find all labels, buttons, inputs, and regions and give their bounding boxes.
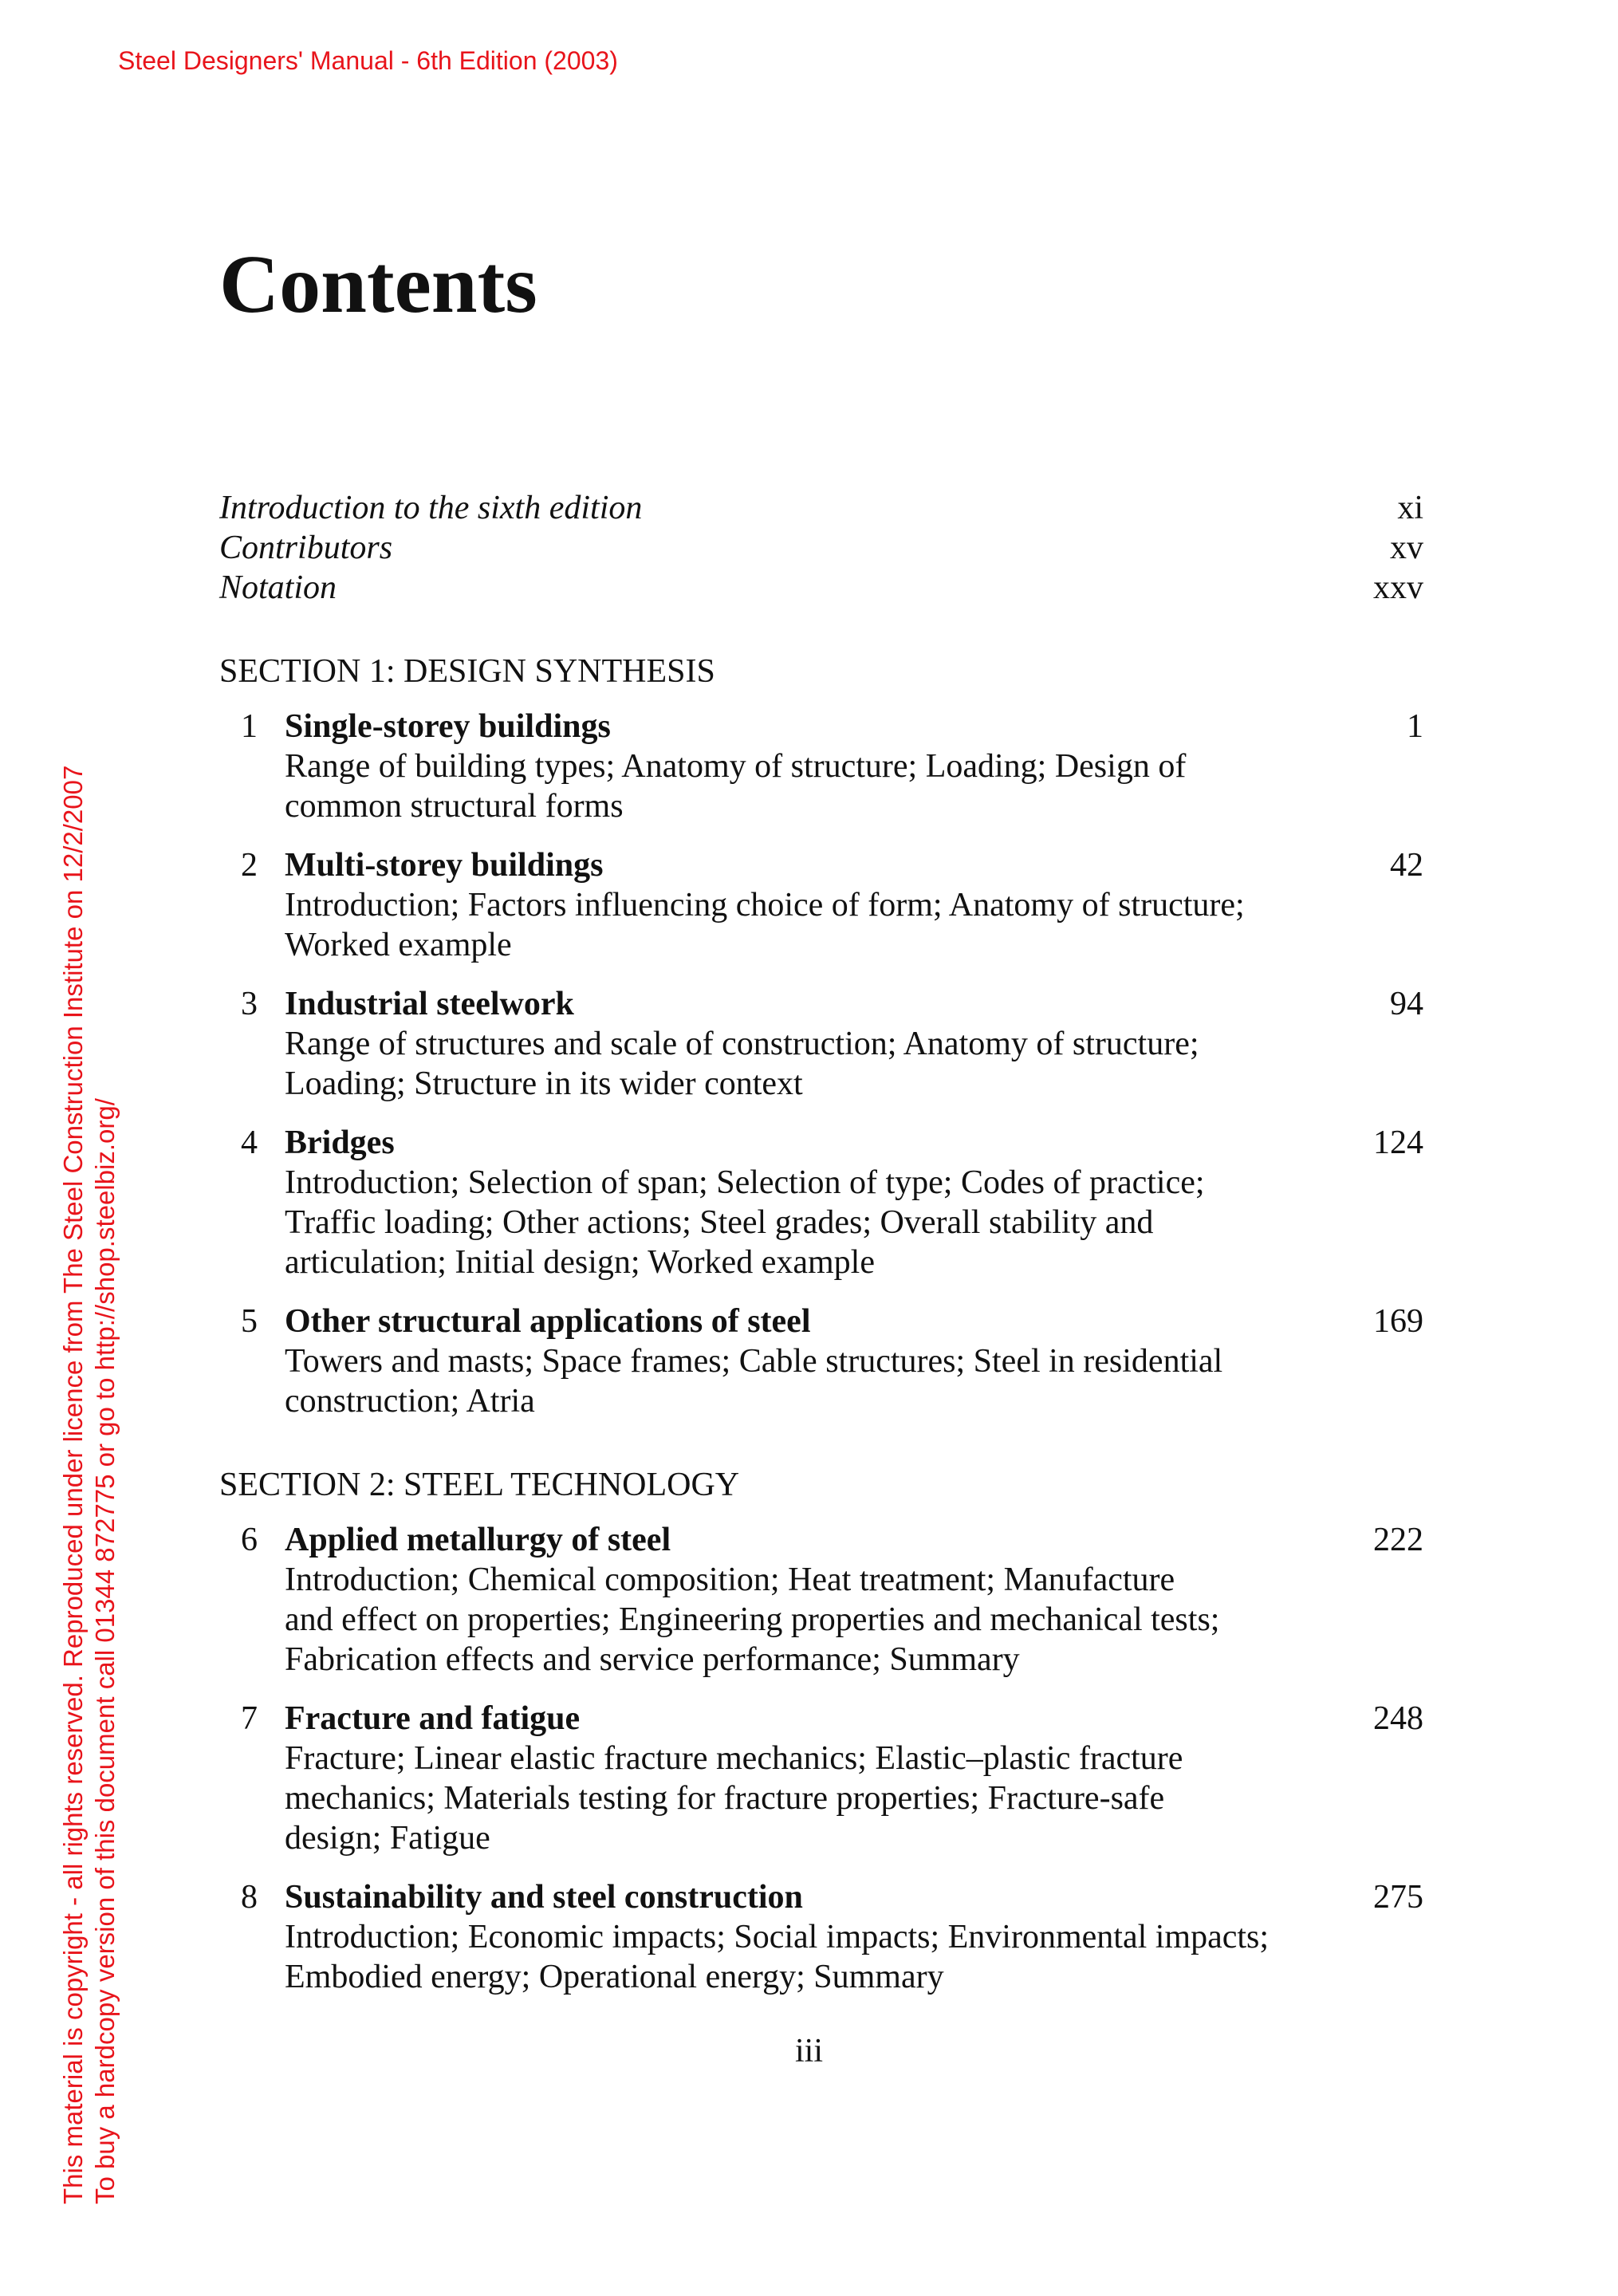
chapter-number: 7 [241,1700,258,1737]
chapter-title: Bridges [285,1124,395,1161]
chapter-number: 4 [241,1124,258,1161]
front-matter-page: xi [1397,490,1423,526]
front-matter-entry [219,568,1423,608]
chapter-description-line: Introduction; Economic impacts; Social impacts; Environmental impacts; [285,1919,1270,1955]
chapter-page: 94 [1390,986,1423,1022]
chapter-title: Other structural applications of steel [285,1303,811,1340]
chapter-description-line: Worked example [285,927,512,963]
chapter-entry [219,1877,1423,1997]
chapter-description-line: Traffic loading; Other actions; Steel grades; Overall stability and [285,1204,1154,1241]
chapter-description-line: Range of structures and scale of construction; Anatomy of structure; [285,1026,1199,1062]
chapter-entry [219,1302,1423,1421]
chapter-body [285,1699,1337,1858]
front-matter-entry [219,528,1423,568]
chapter-number: 3 [241,986,258,1022]
chapter-description-line: Range of building types; Anatomy of structure; Loading; Design of [285,748,1187,785]
chapter-description-line: Introduction; Chemical composition; Heat treatment; Manufacture [285,1562,1175,1598]
chapter-title: Single-storey buildings [285,708,611,745]
chapter-body [285,1302,1337,1421]
front-matter-title: Introduction to the sixth edition [219,490,643,526]
chapter-page: 275 [1373,1879,1423,1916]
copyright-notice-line-1: This material is copyright - all rights reserved. Reproduced under licence from The Steel Construction Institute on 12/2/2007 [58,765,88,2204]
chapter-title: Applied metallurgy of steel [285,1522,671,1558]
chapter-body [285,984,1337,1104]
chapter-page: 42 [1390,847,1423,884]
chapter-body [285,707,1337,826]
copyright-notice [57,766,121,2204]
chapter-page: 222 [1373,1522,1423,1558]
copyright-notice-line-2: To buy a hardcopy version of this document call 01344 872775 or go to http://shop.steelbiz.org/ [90,1098,120,2204]
chapter-description-line: Loading; Structure in its wider context [285,1065,803,1102]
chapter-entry [219,984,1423,1104]
running-head: Steel Designers' Manual - 6th Edition (2003) [118,46,618,75]
section-heading: SECTION 1: DESIGN SYNTHESIS [219,653,715,690]
front-matter-title: Notation [219,569,337,606]
chapter-body [285,1877,1337,1997]
chapter-title: Fracture and fatigue [285,1700,581,1737]
chapter-body [285,1123,1337,1282]
chapter-number: 5 [241,1303,258,1340]
chapter-page: 124 [1373,1124,1423,1161]
chapter-description-line: Towers and masts; Space frames; Cable structures; Steel in residential [285,1343,1223,1380]
chapter-description-line: mechanics; Materials testing for fracture properties; Fracture-safe [285,1780,1165,1817]
front-matter-title: Contributors [219,530,393,566]
table-of-contents [219,488,1423,1997]
chapter-body [285,845,1337,965]
chapter-description-line: Embodied energy; Operational energy; Summary [285,1959,944,1995]
chapter-number: 6 [241,1522,258,1558]
chapter-description-line: Fracture; Linear elastic fracture mechanics; Elastic–plastic fracture [285,1740,1183,1777]
front-matter-page: xxv [1373,569,1423,606]
chapter-title: Sustainability and steel construction [285,1879,803,1916]
chapter-page: 1 [1407,708,1423,745]
front-matter-page: xv [1390,530,1423,566]
chapter-entry [219,707,1423,826]
chapter-entry [219,1520,1423,1680]
chapter-body [285,1520,1337,1680]
chapter-entry [219,845,1423,965]
chapter-description-line: design; Fatigue [285,1820,490,1857]
chapter-title: Multi-storey buildings [285,847,604,884]
chapter-description-line: articulation; Initial design; Worked example [285,1244,875,1281]
chapter-description-line: Introduction; Factors influencing choice of form; Anatomy of structure; [285,887,1245,924]
chapter-description-line: common structural forms [285,788,624,825]
section-heading: SECTION 2: STEEL TECHNOLOGY [219,1467,740,1503]
chapter-entry [219,1699,1423,1858]
chapter-number: 1 [241,708,258,745]
chapter-description-line: construction; Atria [285,1383,535,1420]
chapter-description-line: Introduction; Selection of span; Selection of type; Codes of practice; [285,1164,1205,1201]
chapter-description-line: and effect on properties; Engineering properties and mechanical tests; [285,1601,1220,1638]
chapter-entry [219,1123,1423,1282]
chapter-page: 248 [1373,1700,1423,1737]
chapter-description-line: Fabrication effects and service performance; Summary [285,1641,1020,1678]
chapter-number: 8 [241,1879,258,1916]
page-title: Contents [219,238,537,330]
chapter-number: 2 [241,847,258,884]
page-number: iii [794,2033,823,2070]
chapter-page: 169 [1373,1303,1423,1340]
chapter-title: Industrial steelwork [285,986,574,1022]
front-matter-list [219,488,1423,608]
front-matter-entry [219,488,1423,528]
